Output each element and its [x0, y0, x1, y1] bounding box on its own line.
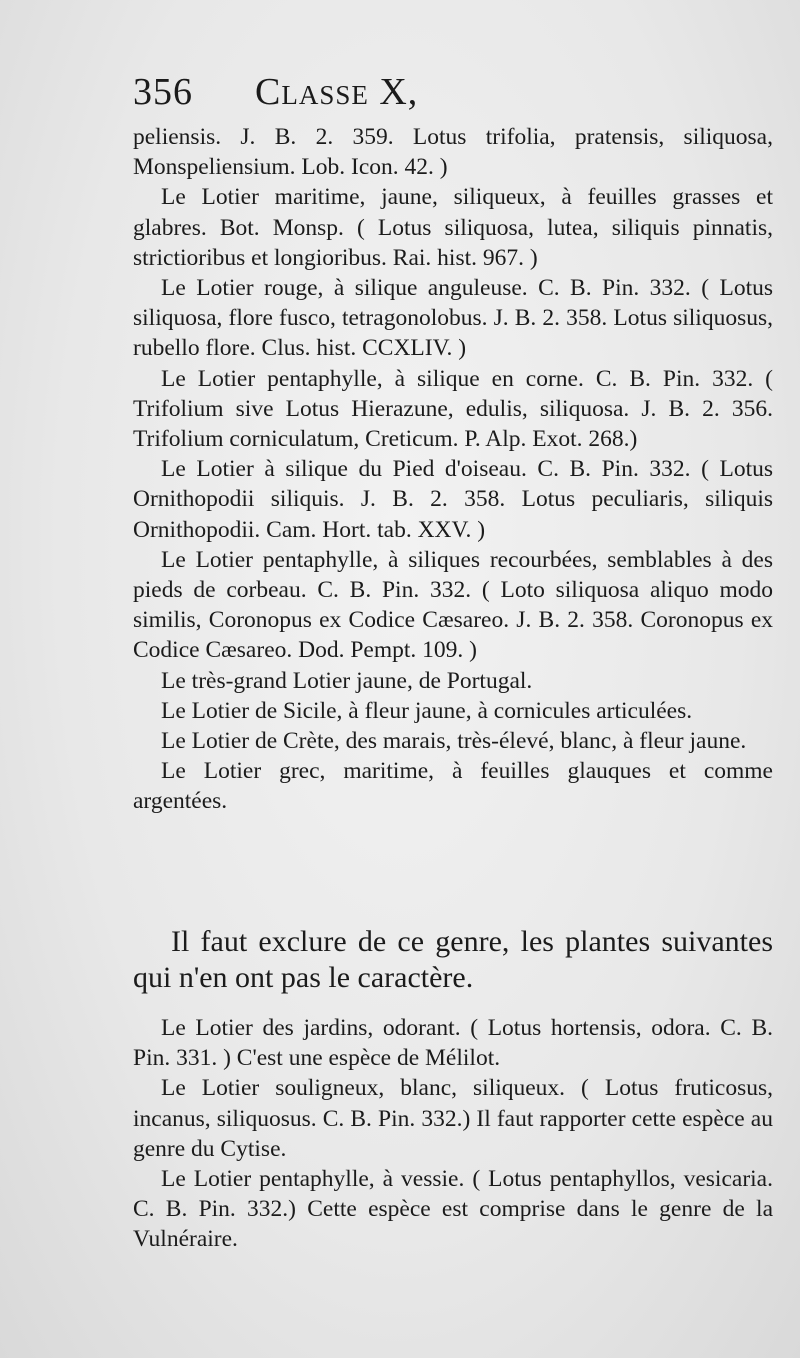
paragraph: Le Lotier pentaphylle, à silique en corne. C. B. Pin. 332. ( Trifolium sive Lotus Hierazune, edulis, siliquosa. J. B. 2. 356. Trifolium corniculatum, Creticum. P. Alp. Exot. 268.) [133, 365, 773, 453]
running-title: Classe X, [255, 71, 419, 113]
paragraph: Le Lotier des jardins, odorant. ( Lotus hortensis, odora. C. B. Pin. 331. ) C'est une espèce de Mélilot. [133, 1015, 773, 1072]
paragraph: Le très-grand Lotier jaune, de Portugal. [161, 667, 533, 694]
paragraph: Le Lotier pentaphylle, à vessie. ( Lotus pentaphyllos, vesicaria. C. B. Pin. 332.) Cette espèce est comprise dans le genre de la Vulnéraire. [133, 1166, 773, 1253]
species-list [133, 122, 773, 817]
paragraph: Le Lotier pentaphylle, à siliques recourbées, semblables à des pieds de corbeau. C. B. Pin. 332. ( Loto siliquosa aliquo modo similis, Coronopus ex Codice Cæsareo. J. B. 2. 358. Coronopus ex Codice Cæsareo. Dod. Pempt. 109. ) [133, 546, 773, 664]
paragraph: Le Lotier maritime, jaune, siliqueux, à feuilles grasses et glabres. Bot. Monsp. ( Lotus siliquosa, lutea, siliquis pinnatis, strictioribus et longioribus. Rai. hist. 967. ) [133, 184, 773, 271]
page-number: 356 [133, 71, 193, 113]
paragraph: Le Lotier grec, maritime, à feuilles glauques et comme argentées. [133, 758, 773, 815]
page-header [133, 70, 773, 120]
paragraph: peliensis. J. B. 2. 359. Lotus trifolia, pratensis, siliquosa, Monspeliensium. Lob. Icon. 42. ) [133, 124, 773, 181]
paragraph: Le Lotier rouge, à silique anguleuse. C. B. Pin. 332. ( Lotus siliquosa, flore fusco, tetragonolobus. J. B. 2. 358. Lotus siliquosus, rubello flore. Clus. hist. CCXLIV. ) [133, 275, 773, 362]
paragraph: Le Lotier à silique du Pied d'oiseau. C. B. Pin. 332. ( Lotus Ornithopodii siliquis. J. B. 2. 358. Lotus peculiaris, siliquis Ornithopodii. Cam. Hort. tab. XXV. ) [133, 456, 773, 543]
section-heading: Il faut exclure de ce genre, les plantes suivantes qui n'en ont pas le caractère. [133, 925, 773, 994]
paragraph: Le Lotier de Sicile, à fleur jaune, à cornicules articulées. [161, 697, 693, 724]
paragraph: Le Lotier souligneux, blanc, siliqueux. ( Lotus fruticosus, incanus, siliquosus. C. B. Pin. 332.) Il faut rapporter cette espèce au genre du Cytise. [133, 1075, 773, 1162]
excluded-species-list [133, 1013, 773, 1255]
paragraph: Le Lotier de Crète, des marais, très-élevé, blanc, à fleur jaune. [161, 728, 747, 755]
